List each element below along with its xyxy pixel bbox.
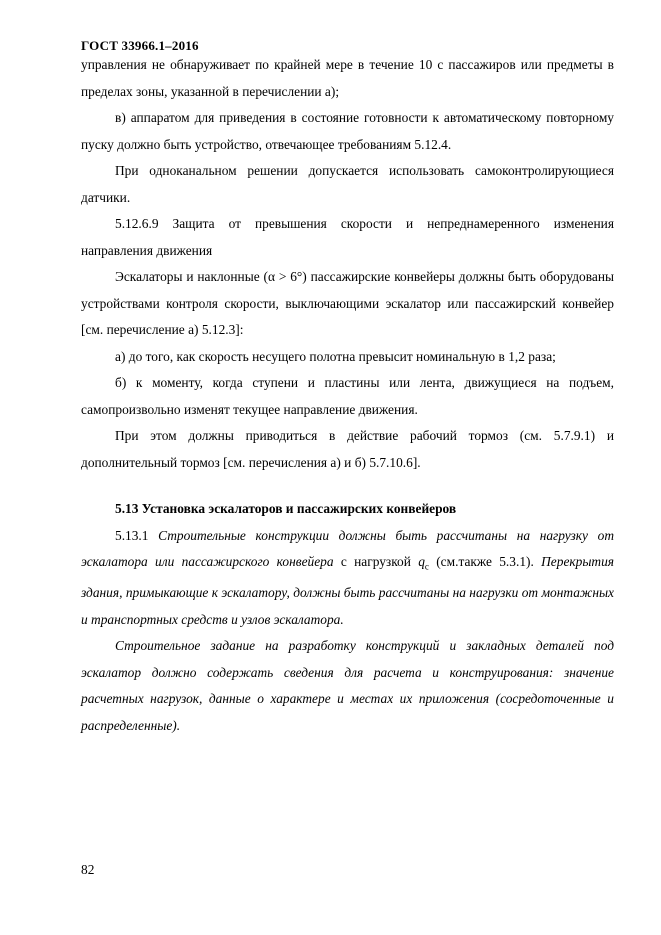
- load-variable: q: [418, 554, 425, 569]
- load-variable-subscript: c: [424, 561, 429, 572]
- paragraph: управления не обнаруживает по крайней мере в течение 10 с пассажиров или предметы в пределах зоны, указанной в перечислении а);: [81, 57, 614, 99]
- section-heading: 5.13 Установка эскалаторов и пассажирских конвейеров: [115, 501, 457, 516]
- clause-number: 5.13.1: [115, 527, 159, 543]
- clause-5-13-1: [81, 523, 614, 634]
- normal-text: с нагрузкой: [333, 554, 419, 569]
- paragraph: При этом должны приводиться в действие рабочий тормоз (см. 5.7.9.1) и дополнительный тормоз [см. перечисления а) и б) 5.7.10.6].: [81, 428, 614, 470]
- page-number: 82: [81, 862, 95, 877]
- list-item-v: в) аппаратом для приведения в состояние готовности к автоматическому повторному пуску должно быть устройство, отвечающее требованиям 5.12.4.: [81, 110, 614, 152]
- document-header: ГОСТ 33966.1–2016: [81, 38, 199, 53]
- clause-5-12-6-9-title: 5.12.6.9 Защита от превышения скорости и непреднамеренного изменения направления движения: [81, 216, 614, 258]
- italic-text: Строительные конструкции должны быть рассчитаны на нагрузку от эскалатора или пассажирского конвейера: [81, 527, 614, 569]
- paragraph: При одноканальном решении допускается использовать самоконтролирующиеся датчики.: [81, 163, 614, 205]
- italic-text: Перекрытия здания, примыкающие к эскалатору, должны быть рассчитаны на нагрузки от монтажных и транспортных средств и узлов эскалатора.: [81, 554, 615, 627]
- list-item-a: а) до того, как скорость несущего полотна превысит номинальную в 1,2 раза;: [115, 348, 556, 364]
- reference-text: (см.также 5.3.1).: [428, 554, 534, 569]
- paragraph: Эскалаторы и наклонные (α > 6°) пассажирские конвейеры должны быть оборудованы устройствами контроля скорости, выключающими эскалатор или пассажирский конвейер [см. перечисление а) 5.12.3]:: [81, 269, 614, 337]
- paragraph: Строительное задание на разработку конструкций и закладных деталей под эскалатор должно содержать сведения для расчета и конструирования: значение расчетных нагрузок, данные о характере и местах их приложения (сосредоточенные и распределенные).: [81, 638, 614, 733]
- body-text: [81, 52, 614, 739]
- list-item-b: б) к моменту, когда ступени и пластины или лента, движущиеся на подъем, самопроизвольно изменят текущее направление движения.: [81, 375, 614, 417]
